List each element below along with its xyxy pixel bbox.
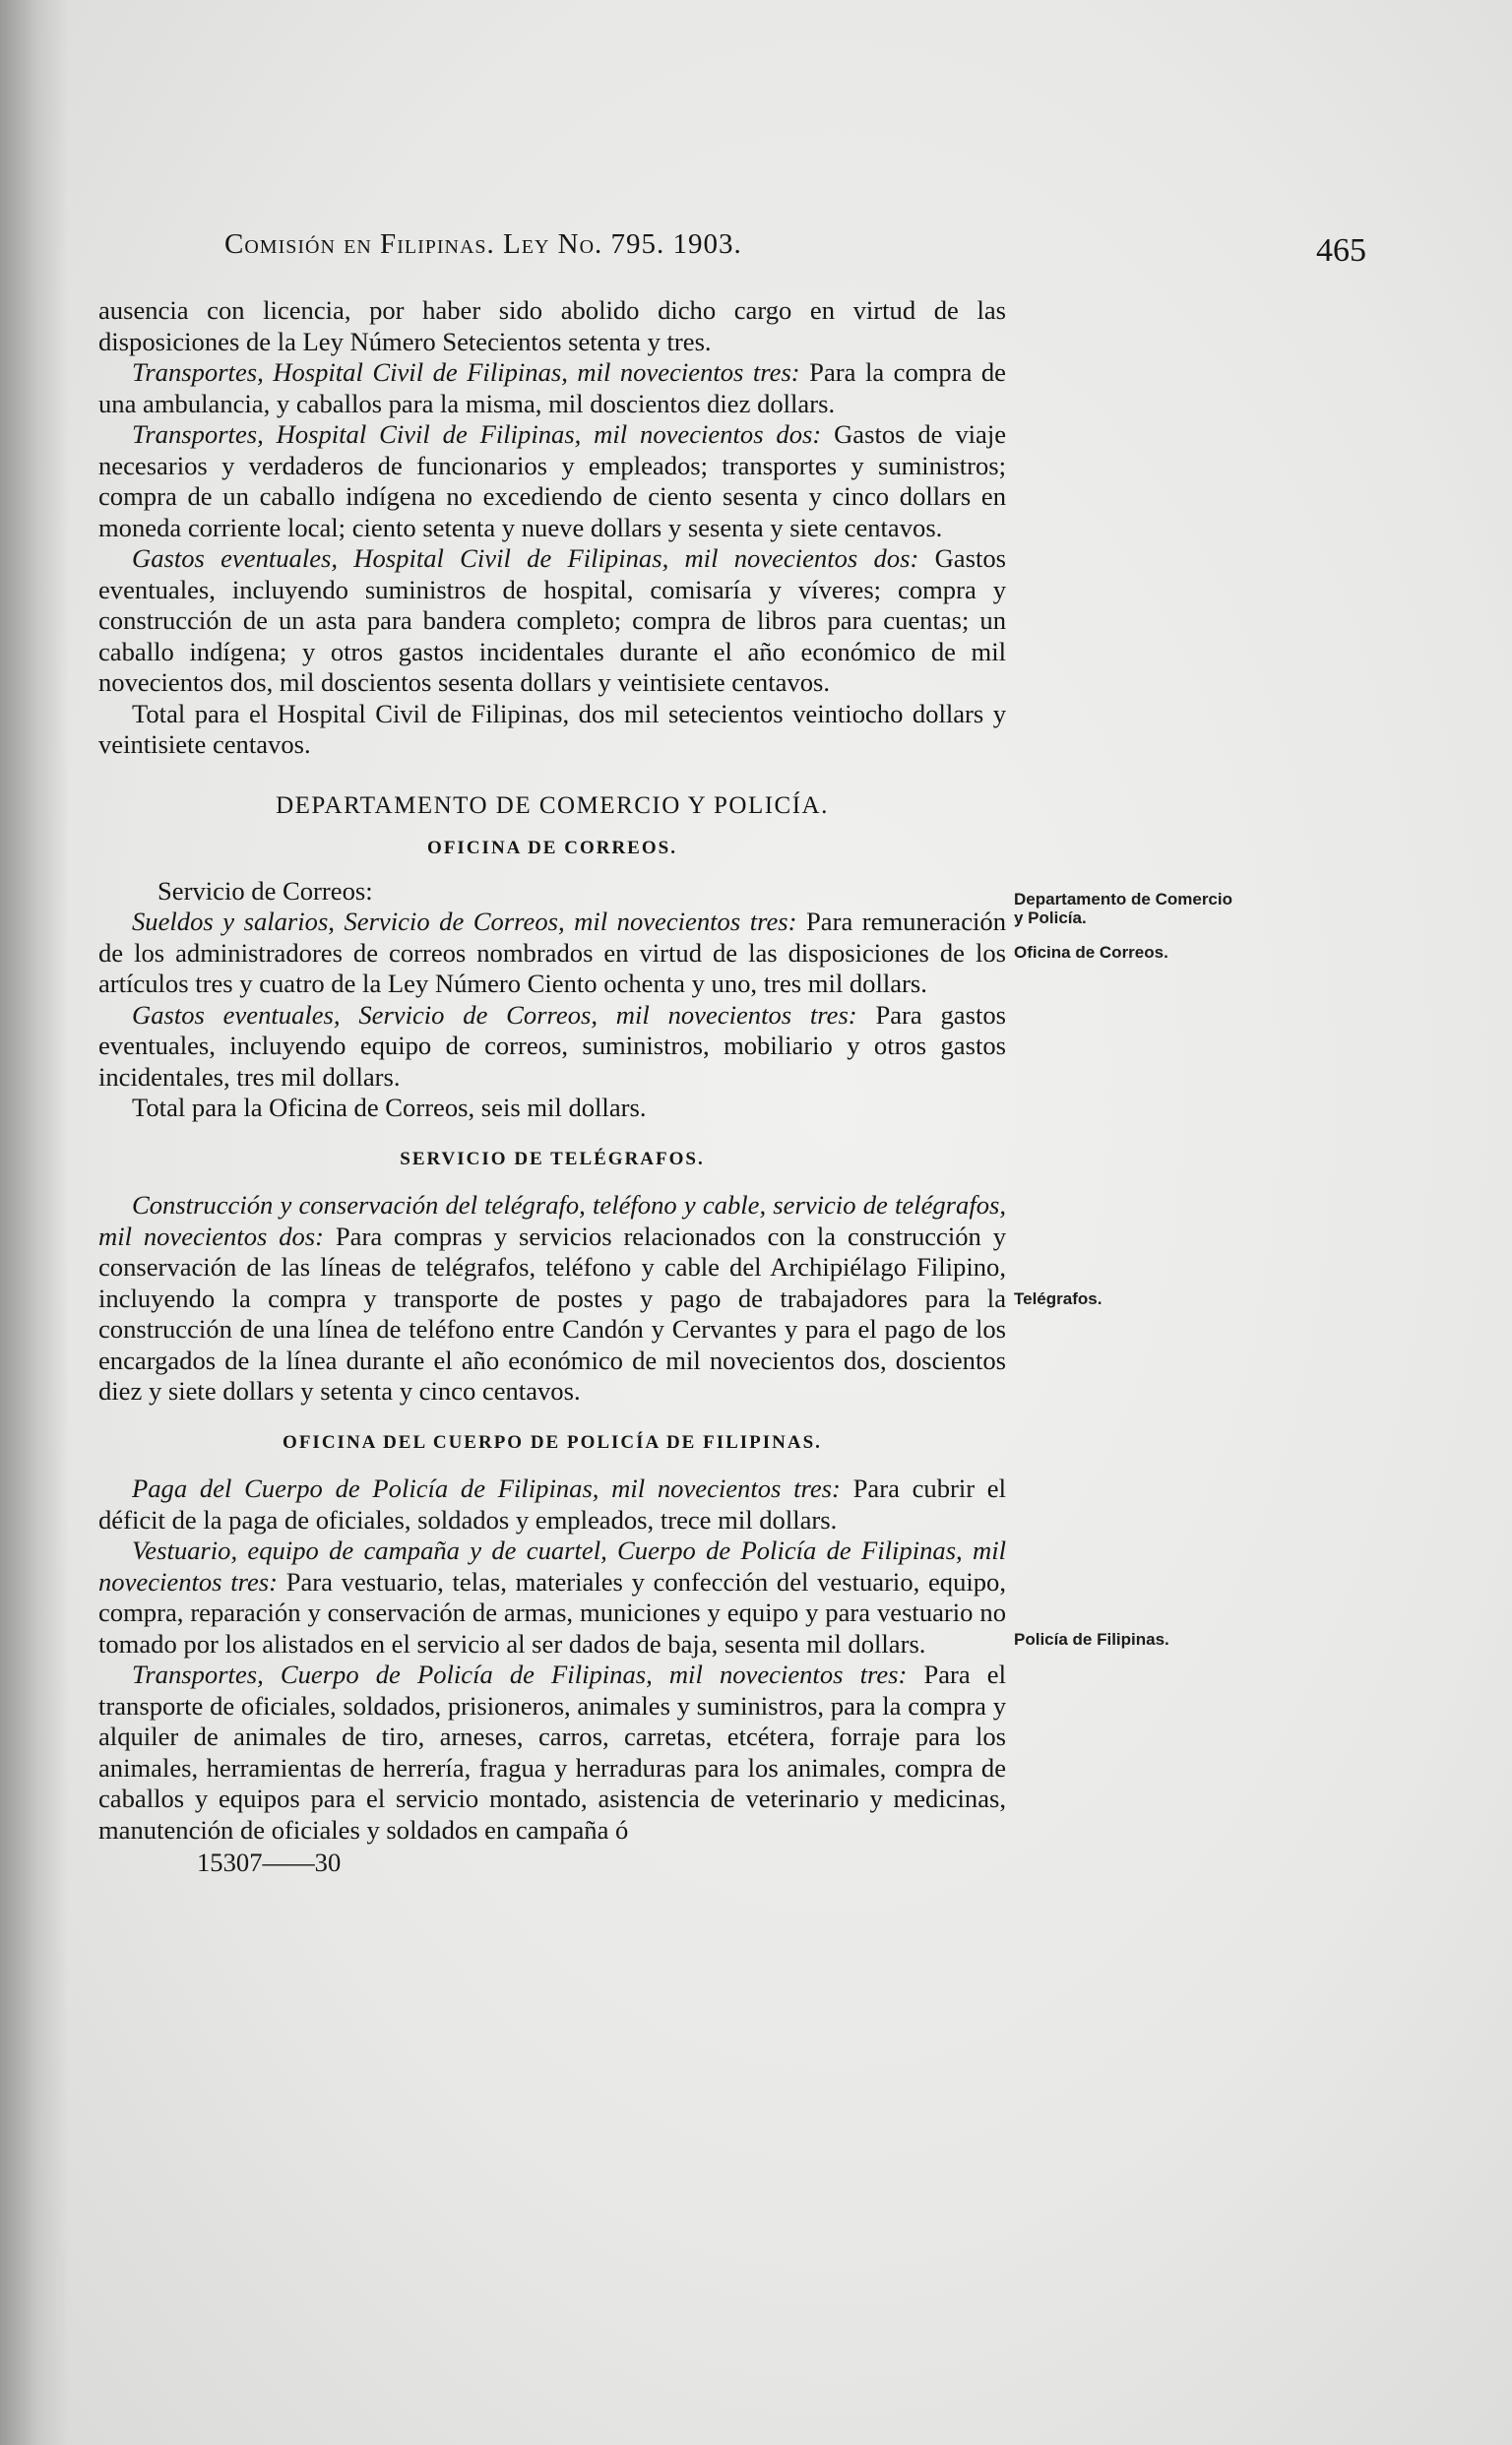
item-title: Gastos eventuales, Hospital Civil de Filipinas, mil novecientos dos:	[132, 543, 919, 573]
item-title: Sueldos y salarios, Servicio de Correos, mil novecientos tres:	[132, 907, 797, 936]
page-number: 465	[1316, 232, 1366, 269]
paragraph	[98, 1190, 1006, 1408]
margin-note-telegrafos: Telégrafos.	[1014, 1289, 1102, 1308]
paragraph	[98, 1660, 1006, 1846]
item-text: Para la compra de una ambulancia, y caballos para la misma, mil doscientos diez dollars.	[98, 357, 1006, 418]
item-title: Paga del Cuerpo de Policía de Filipinas, mil novecientos tres:	[132, 1473, 841, 1503]
subsection-heading-correos: OFICINA DE CORREOS.	[427, 838, 677, 858]
section-heading-dept: DEPARTAMENTO DE COMERCIO Y POLICÍA.	[276, 791, 829, 819]
item-title: Transportes, Hospital Civil de Filipinas, mil novecientos dos:	[132, 419, 822, 449]
item-title: Transportes, Hospital Civil de Filipinas, mil novecientos tres:	[132, 357, 800, 387]
item-text: Para compras y servicios relacionados con la construcción y conservación de las líneas de telégrafos, teléfono y cable del Archipiélago Filipino, incluyendo la compra y transporte de postes y pago de trabajadores para la construcción de una línea de teléfono entre Candón y Cervantes y para el pago de los encargados de la línea durante el año económico de mil novecientos dos, doscientos diez y siete dollars y setenta y cinco centavos.	[98, 1221, 1006, 1406]
paragraph	[98, 1000, 1006, 1094]
subsection-heading-policia: OFICINA DEL CUERPO DE POLICÍA DE FILIPINAS.	[283, 1431, 822, 1453]
paragraph	[98, 419, 1006, 543]
paragraph: Total para la Oficina de Correos, seis mil dollars.	[132, 1093, 647, 1122]
item-title: Vestuario, equipo de campaña y de cuartel, Cuerpo de Policía de Filipinas, mil novecientos tres:	[98, 1536, 1006, 1597]
paragraph	[98, 907, 1006, 1000]
book-spine-shadow	[0, 0, 69, 2445]
margin-note-policia: Policía de Filipinas.	[1014, 1630, 1169, 1649]
item-title: Gastos eventuales, Servicio de Correos, mil novecientos tres:	[132, 999, 857, 1030]
subsection-heading-telegrafos: SERVICIO DE TELÉGRAFOS.	[400, 1148, 705, 1169]
item-text: Para el transporte de oficiales, soldados, prisioneros, animales y suministros, para la compra y alquiler de animales de tiro, arneses, carros, carretas, etcétera, forraje para los animales, herramientas de herrería, fragua y herraduras para los animales, compra de caballos y equipos para el servicio montado, asistencia de veterinario y medicinas, manutención de oficiales y soldados en campaña ó	[98, 1660, 1006, 1845]
margin-note-correos: Oficina de Correos.	[1014, 943, 1168, 962]
paragraph	[98, 1473, 1006, 1536]
paragraph	[98, 357, 1006, 419]
body-text	[98, 295, 1006, 1879]
paragraph	[98, 543, 1006, 699]
item-text: Para gastos eventuales, incluyendo equipo de correos, suministros, mobiliario y otros gastos incidentales, tres mil dollars.	[98, 999, 1006, 1092]
item-text: Para remuneración de los administradores de correos nombrados en virtud de las disposiciones de los artículos tres y cuatro de la Ley Número Ciento ochenta y uno, tres mil dollars.	[98, 907, 1006, 998]
running-head: Comisión en Filipinas. Ley No. 795. 1903.	[224, 228, 742, 260]
item-text: Gastos de viaje necesarios y verdaderos de funcionarios y empleados; transportes y suministros; compra de un caballo indígena no excediendo de ciento sesenta y cinco dollars en moneda corriente local; ciento setenta y nueve dollars y sesenta y siete centavos.	[98, 419, 1007, 542]
paragraph	[98, 1536, 1006, 1660]
item-text: Para vestuario, telas, materiales y confección del vestuario, equipo, compra, reparación y conservación de armas, municiones y equipo y para vestuario no tomado por los alistados en el servicio al ser dados de baja, sesenta mil dollars.	[98, 1566, 1006, 1659]
paragraph: Total para el Hospital Civil de Filipinas, dos mil setecientos veintiocho dollars y veintisiete centavos.	[98, 698, 1006, 759]
item-text: Para cubrir el déficit de la paga de oficiales, soldados y empleados, trece mil dollars.	[98, 1473, 1007, 1535]
item-title: Transportes, Cuerpo de Policía de Filipinas, mil novecientos tres:	[132, 1660, 908, 1689]
paragraph: Servicio de Correos:	[158, 875, 373, 906]
margin-note-dept: Departamento de Comercio y Policía.	[1014, 890, 1232, 927]
item-title: Construcción y conservación del telégrafo, teléfono y cable, servicio de telégrafos, mil novecientos dos:	[98, 1190, 1006, 1251]
paragraph: ausencia con licencia, por haber sido abolido dicho cargo en virtud de las disposiciones de la Ley Número Setecientos setenta y tres.	[98, 295, 1006, 356]
page-header	[224, 228, 1366, 272]
signature-mark: 15307——30	[197, 1848, 342, 1877]
item-text: Gastos eventuales, incluyendo suministros de hospital, comisaría y víveres; compra y construcción de un asta para bandera completo; compra de libros para cuentas; un caballo indígena; y otros gastos incidentales durante el año económico de mil novecientos dos, mil doscientos sesenta dollars y veintisiete centavos.	[98, 543, 1006, 697]
